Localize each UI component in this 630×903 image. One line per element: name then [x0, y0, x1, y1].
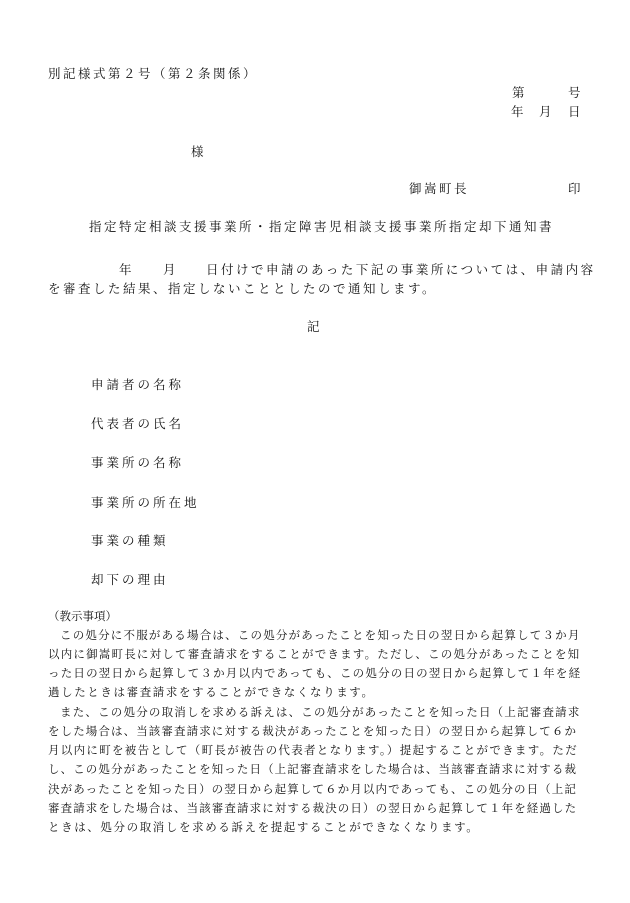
field-office-name: 事業所の名称: [91, 455, 185, 470]
notice-line: ときは、処分の取消しを求める訴えを提起することができなくなります。: [48, 820, 480, 834]
notice-line: し、この処分があったことを知った日（上記審査請求をした場合は、当該審査請求に対する裁: [48, 762, 578, 776]
notice-line: この処分に不服がある場合は、この処分があったことを知った日の翌日から起算して３か月: [60, 628, 581, 642]
notice-line: また、この処分の取消しを求める訴えは、この処分があったことを知った日（上記審査請求: [60, 705, 581, 719]
date-month: 月: [539, 104, 552, 119]
addressee-suffix: 様: [191, 144, 204, 159]
date-year: 年: [511, 104, 524, 119]
body-line2: を審査した結果、指定しないこととしたので通知します。: [48, 281, 438, 296]
field-applicant-name: 申請者の名称: [91, 377, 185, 392]
notice-line: をした場合は、当該審査請求に対する裁決があったことを知った日）の翌日から起算して６か: [48, 724, 578, 738]
doc-title: 指定特定相談支援事業所・指定障害児相談支援事業所指定却下通知書: [89, 219, 555, 234]
issuer-seal: 印: [568, 181, 581, 196]
field-rejection-reason: 却下の理由: [91, 572, 169, 587]
body-line1-rest: 日付けで申請のあった下記の事業所については、申請内容: [206, 262, 596, 277]
ref-number-prefix: 第: [512, 85, 525, 100]
field-representative-name: 代表者の氏名: [91, 416, 185, 431]
issuer-title: 御嵩町長: [409, 181, 470, 196]
notice-line: 審査請求をした場合は、当該審査請求に対する裁決の日）の翌日から起算して１年を経過した: [48, 801, 578, 815]
notice-line: った日の翌日から起算して３か月以内であっても、この処分の日の翌日から起算して１年を経: [48, 666, 582, 680]
form-id: 別記様式第２号（第２条関係）: [48, 66, 259, 81]
notice-line: 月以内に町を被告として（町長が被告の代表者となります。）提起することができます。ただ: [48, 743, 579, 757]
ref-number-suffix: 号: [568, 85, 581, 100]
notice-line: 以内に御嵩町長に対して審査請求をすることができます。ただし、この処分があったことを知: [48, 647, 581, 661]
notice-line: 決があったことを知った日）の翌日から起算して６か月以内であっても、この処分の日（上記: [48, 782, 577, 796]
field-office-address: 事業所の所在地: [91, 495, 200, 510]
notice-heading: （教示事項）: [48, 609, 117, 623]
body-month: 月: [163, 262, 176, 277]
date-day: 日: [568, 104, 581, 119]
field-business-type: 事業の種類: [91, 533, 169, 548]
notice-line: 過したときは審査請求をすることができなくなります。: [48, 685, 375, 699]
body-year: 年: [119, 262, 132, 277]
ki-marker: 記: [307, 319, 320, 334]
